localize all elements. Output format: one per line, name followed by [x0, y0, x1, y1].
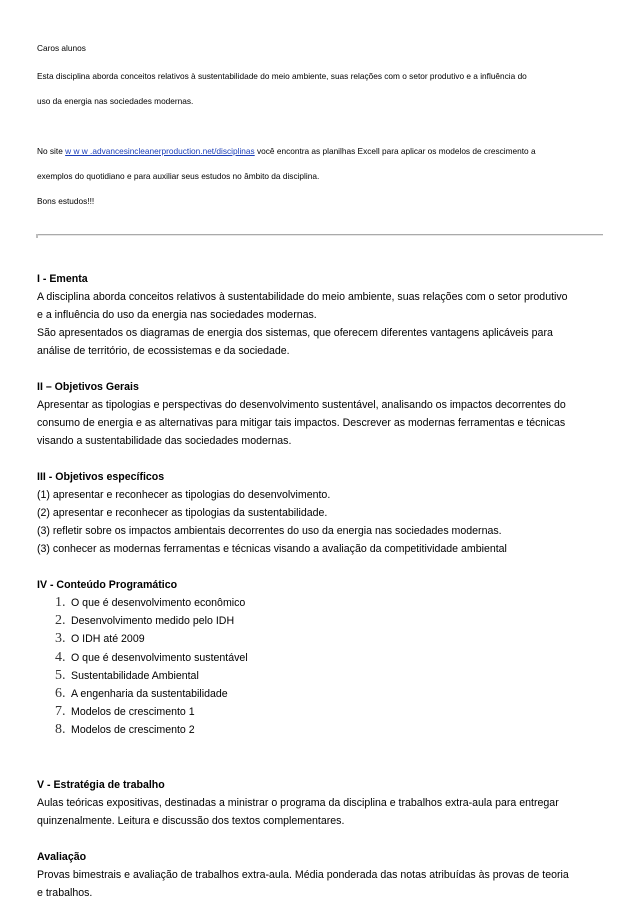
list-number: 2.	[55, 613, 66, 629]
site-link[interactable]: w w w .advancesincleanerproduction.net/disciplinas	[65, 146, 255, 156]
list-number: 6.	[55, 685, 66, 701]
ementa-line: e a influência do uso da energia nas sociedades modernas.	[37, 309, 317, 321]
estrategia-line: Aulas teóricas expositivas, destinadas a ministrar o programa da disciplina e trabalhos extra-aula para entregar	[37, 796, 559, 809]
avaliacao-line: e trabalhos.	[37, 886, 93, 899]
objetivos-gerais-line: visando a sustentabilidade das sociedades modernas.	[37, 435, 292, 447]
estrategia-line: quinzenalmente. Leitura e discussão dos textos complementares.	[37, 814, 345, 827]
list-item	[37, 612, 607, 630]
list-number: 5.	[55, 667, 66, 683]
ementa-line: São apresentados os diagramas de energia dos sistemas, que oferecem diferentes vantagens aplicáveis para	[37, 327, 553, 339]
site-prefix: No site	[37, 146, 66, 156]
list-item	[37, 703, 607, 721]
list-item-text: A engenharia da sustentabilidade	[71, 687, 228, 700]
greeting: Caros alunos	[37, 43, 86, 53]
objetivos-gerais-line: consumo de energia e as alternativas para mitigar tais impactos. Descrever as modernas ferramentas e técnicas	[37, 417, 566, 429]
section-title-objetivos-gerais: II – Objetivos Gerais	[37, 381, 139, 393]
list-item	[37, 630, 607, 648]
list-number: 8.	[55, 722, 66, 738]
list-item-text: Modelos de crescimento 2	[71, 724, 195, 737]
list-item	[37, 594, 607, 612]
list-item-text: Modelos de crescimento 1	[71, 706, 195, 719]
site-suffix: você encontra as planilhas Excell para aplicar os modelos de crescimento a	[254, 146, 536, 156]
objetivos-gerais-line: Apresentar as tipologias e perspectivas do desenvolvimento sustentável, analisando os impactos decorrentes do	[37, 399, 566, 411]
intro-line-2: uso da energia nas sociedades modernas.	[37, 96, 194, 106]
list-item-text: O que é desenvolvimento sustentável	[71, 651, 248, 664]
site-line-2: exemplos do quotidiano e para auxiliar seus estudos no âmbito da disciplina.	[37, 171, 320, 181]
ementa-line: A disciplina aborda conceitos relativos à sustentabilidade do meio ambiente, suas relações com o setor produtivo	[37, 291, 568, 303]
section-title-ementa: I - Ementa	[37, 273, 88, 285]
list-item-text: Sustentabilidade Ambiental	[71, 669, 199, 682]
syllabus-body	[37, 270, 607, 902]
section-title-estrategia: V - Estratégia de trabalho	[37, 778, 165, 791]
list-item	[37, 649, 607, 667]
section-title-conteudo: IV - Conteúdo Programático	[37, 579, 178, 591]
objetivo-item: (3) refletir sobre os impactos ambientais decorrentes do uso da energia nas sociedades modernas.	[37, 525, 502, 537]
list-number: 7.	[55, 704, 66, 720]
section-title-avaliacao: Avaliação	[37, 850, 87, 863]
avaliacao-line: Provas bimestrais e avaliação de trabalhos extra-aula. Média ponderada das notas atribuídas às provas de teoria	[37, 868, 569, 881]
list-number: 3.	[55, 631, 66, 647]
list-item	[37, 685, 607, 703]
list-item-text: O que é desenvolvimento econômico	[71, 597, 246, 609]
site-line	[37, 146, 536, 157]
list-item-text: O IDH até 2009	[71, 633, 145, 646]
list-number: 4.	[55, 649, 66, 665]
section-title-objetivos-especificos: III - Objetivos específicos	[37, 471, 165, 483]
intro-line-1: Esta disciplina aborda conceitos relativos à sustentabilidade do meio ambiente, suas relações com o setor produtivo e a influência do	[37, 71, 527, 81]
closing-text: Bons estudos!!!	[37, 196, 95, 206]
objetivo-item: (3) conhecer as modernas ferramentas e técnicas visando a avaliação da competitividade ambiental	[37, 543, 507, 555]
list-item	[37, 721, 607, 739]
list-item	[37, 667, 607, 685]
horizontal-divider	[37, 234, 603, 235]
list-number: 1.	[55, 595, 66, 610]
ementa-line: análise de território, de ecossistemas e da sociedade.	[37, 345, 290, 357]
list-item-text: Desenvolvimento medido pelo IDH	[71, 615, 235, 628]
conteudo-list	[37, 594, 607, 740]
objetivo-item: (1) apresentar e reconhecer as tipologias do desenvolvimento.	[37, 489, 331, 501]
objetivo-item: (2) apresentar e reconhecer as tipologias da sustentabilidade.	[37, 507, 328, 519]
